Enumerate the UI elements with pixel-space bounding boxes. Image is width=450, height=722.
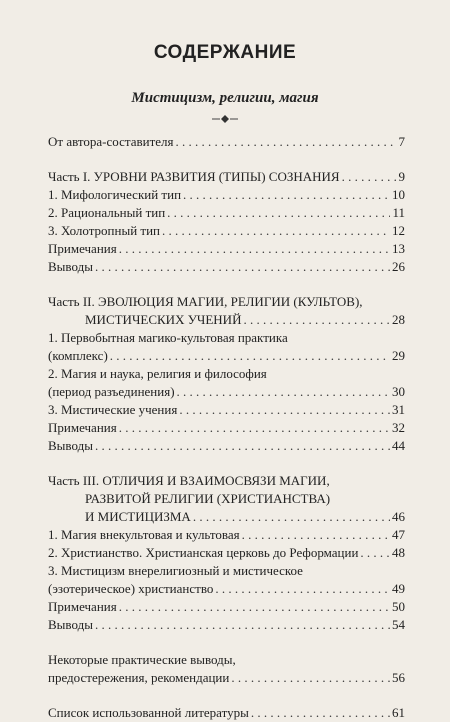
toc-entry-label: предостережения, рекомендации — [48, 670, 230, 685]
page-subtitle: Мистицизм, религии, магия — [131, 90, 319, 106]
toc-entry-part3[interactable] — [48, 508, 405, 526]
dot-leader — [183, 186, 390, 204]
toc-entry[interactable] — [48, 419, 405, 437]
dot-leader — [243, 311, 390, 329]
table-of-contents — [48, 133, 405, 722]
toc-entry-page: 31 — [392, 402, 405, 417]
toc-entry[interactable] — [48, 258, 405, 276]
toc-entry[interactable] — [48, 544, 405, 562]
dot-leader — [242, 526, 390, 544]
toc-entry-page: 13 — [392, 241, 405, 256]
toc-entry-page: 49 — [392, 581, 405, 596]
toc-entry-label: 3. Мистические учения — [48, 402, 178, 417]
toc-entry-label: Выводы — [48, 438, 93, 453]
toc-entry-page: 54 — [392, 617, 405, 632]
toc-entry-label: От автора-составителя — [48, 134, 174, 149]
toc-entry-line1[interactable]: 1. Первобытная магико-культовая практика — [48, 330, 288, 345]
dot-leader — [251, 704, 390, 722]
toc-entry[interactable] — [48, 598, 405, 616]
dot-leader — [119, 598, 390, 616]
toc-entry-label: 3. Холотропный тип — [48, 223, 161, 238]
toc-entry-page: 32 — [392, 420, 405, 435]
toc-entry-line1[interactable]: 3. Мистицизм внерелигиозный и мистическое — [48, 563, 303, 578]
toc-entry-label: (эзотерическое) христианство — [48, 581, 214, 596]
toc-entry-label: 2. Рациональный тип — [48, 205, 166, 220]
toc-entry-label: И МИСТИЦИЗМА — [85, 509, 191, 524]
toc-entry-label: 1. Мифологический тип — [48, 187, 182, 202]
ornament-divider-icon — [210, 114, 240, 124]
toc-entry-page: 47 — [392, 527, 405, 542]
toc-entry-label: 1. Магия внекультовая и культовая — [48, 527, 240, 542]
dot-leader — [110, 347, 390, 365]
dot-leader — [162, 222, 390, 240]
dot-leader — [95, 437, 390, 455]
toc-entry-part1[interactable] — [48, 168, 405, 186]
toc-entry-literature[interactable] — [48, 704, 405, 722]
dot-leader — [215, 580, 390, 598]
dot-leader — [177, 383, 390, 401]
toc-entry-page: 44 — [392, 438, 405, 453]
toc-entry-label: Выводы — [48, 617, 93, 632]
toc-entry-line1[interactable]: 2. Магия и наука, религия и философия — [48, 366, 267, 381]
dot-leader — [179, 401, 390, 419]
toc-entry-label: Примечания — [48, 420, 117, 435]
toc-entry-page: 29 — [392, 348, 405, 363]
dot-leader — [342, 168, 397, 186]
toc-entry[interactable] — [48, 222, 405, 240]
toc-entry-label: МИСТИЧЕСКИХ УЧЕНИЙ — [85, 312, 242, 327]
toc-entry[interactable] — [48, 616, 405, 634]
toc-entry[interactable] — [48, 240, 405, 258]
dot-leader — [95, 258, 390, 276]
toc-entry[interactable] — [48, 204, 405, 222]
dot-leader — [119, 419, 390, 437]
toc-entry-page: 7 — [398, 134, 405, 149]
toc-entry-page: 56 — [392, 670, 405, 685]
toc-entry-part3-line1[interactable]: Часть III. ОТЛИЧИЯ И ВЗАИМОСВЯЗИ МАГИИ, — [48, 473, 330, 488]
toc-entry-page: 9 — [398, 169, 405, 184]
toc-entry-label: (период разъединения) — [48, 384, 175, 399]
toc-entry-page: 48 — [392, 545, 405, 560]
toc-entry[interactable] — [48, 383, 405, 401]
toc-entry-label: Примечания — [48, 241, 117, 256]
toc-entry[interactable] — [48, 186, 405, 204]
toc-entry-part2-line1[interactable]: Часть II. ЭВОЛЮЦИЯ МАГИИ, РЕЛИГИИ (КУЛЬТОВ), — [48, 294, 363, 309]
toc-entry-label: Примечания — [48, 599, 117, 614]
dot-leader — [193, 508, 390, 526]
toc-entry-page: 61 — [392, 705, 405, 720]
dot-leader — [167, 204, 390, 222]
toc-entry[interactable] — [48, 437, 405, 455]
toc-entry-label: Часть I. УРОВНИ РАЗВИТИЯ (ТИПЫ) СОЗНАНИЯ — [48, 169, 340, 184]
toc-entry-page: 50 — [392, 599, 405, 614]
dot-leader — [231, 669, 390, 687]
toc-entry-label: Список использованной литературы — [48, 705, 249, 720]
toc-entry-author[interactable] — [48, 133, 405, 151]
toc-entry-conclusions[interactable] — [48, 669, 405, 687]
toc-entry-page: 26 — [392, 259, 405, 274]
toc-entry[interactable] — [48, 580, 405, 598]
toc-entry-page: 12 — [392, 223, 405, 238]
toc-entry[interactable] — [48, 526, 405, 544]
toc-entry-page: 10 — [392, 187, 405, 202]
dot-leader — [176, 133, 397, 151]
toc-entry-part2[interactable] — [48, 311, 405, 329]
toc-entry-page: 28 — [392, 312, 405, 327]
toc-entry-conclusions-line1[interactable]: Некоторые практические выводы, — [48, 652, 236, 667]
toc-entry-page: 30 — [392, 384, 405, 399]
page-title: СОДЕРЖАНИЕ — [153, 42, 297, 63]
toc-entry[interactable] — [48, 401, 405, 419]
toc-entry-label: 2. Христианство. Христианская церковь до Реформации — [48, 545, 359, 560]
toc-entry-page: 46 — [392, 509, 405, 524]
toc-entry-label: Выводы — [48, 259, 93, 274]
dot-leader — [95, 616, 390, 634]
dot-leader — [360, 544, 390, 562]
toc-entry-part3-line2[interactable]: РАЗВИТОЙ РЕЛИГИИ (ХРИСТИАНСТВА) — [85, 491, 331, 506]
dot-leader — [119, 240, 390, 258]
toc-entry-label: (комплекс) — [48, 348, 108, 363]
toc-entry[interactable] — [48, 347, 405, 365]
toc-entry-page: 11 — [392, 205, 405, 220]
